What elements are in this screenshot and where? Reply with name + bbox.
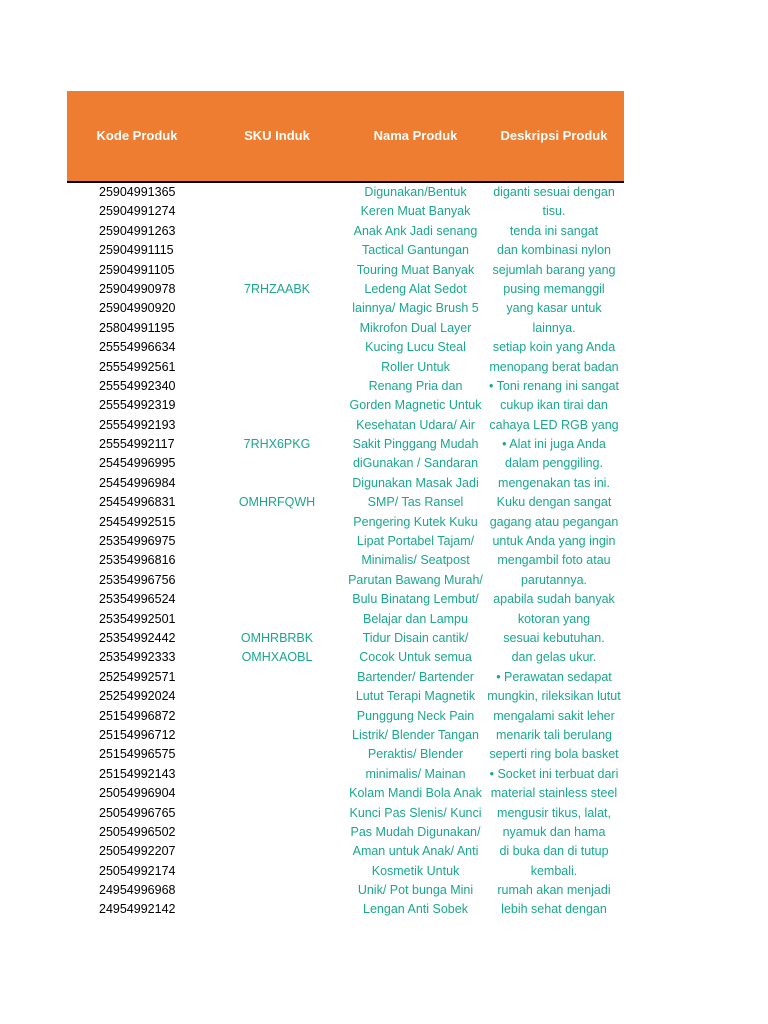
table-row[interactable]	[67, 726, 624, 745]
table-row[interactable]	[67, 707, 624, 726]
sku-induk-cell[interactable]	[207, 881, 347, 900]
nama-produk-cell[interactable]: Lengan Anti Sobek	[363, 902, 468, 917]
nama-produk-cell[interactable]: Renang Pria dan	[368, 378, 463, 393]
nama-produk-cell[interactable]: Peraktis/ Blender	[367, 747, 464, 762]
kode-produk-cell[interactable]: 25454996995	[99, 456, 176, 471]
table-row[interactable]	[67, 493, 624, 512]
sku-induk-cell[interactable]	[207, 299, 347, 318]
table-row[interactable]	[67, 299, 624, 318]
kode-produk-cell[interactable]: 25054992174	[99, 863, 176, 878]
kode-produk-cell[interactable]: 24954992142	[99, 902, 176, 917]
kode-produk-cell[interactable]: 25354996816	[99, 553, 176, 568]
nama-produk-cell[interactable]: Bartender/ Bartender	[357, 669, 474, 684]
table-row[interactable]	[67, 765, 624, 784]
deskripsi-produk-cell[interactable]: mengusir tikus, lalat,	[497, 805, 611, 820]
sku-induk-cell[interactable]	[207, 726, 347, 745]
deskripsi-produk-cell[interactable]: material stainless steel	[490, 786, 618, 801]
nama-produk-cell[interactable]: Ledeng Alat Sedot	[364, 281, 467, 296]
deskripsi-produk-cell[interactable]: rumah akan menjadi	[497, 883, 611, 898]
table-row[interactable]	[67, 454, 624, 473]
nama-produk-cell[interactable]: Lipat Portabel Tajam/	[356, 534, 475, 549]
deskripsi-produk-cell[interactable]: setiap koin yang Anda	[492, 340, 616, 355]
nama-produk-cell[interactable]: Kunci Pas Slenis/ Kunci	[349, 805, 482, 820]
deskripsi-produk-cell[interactable]: dan kombinasi nylon	[497, 243, 611, 258]
deskripsi-produk-cell[interactable]: cukup ikan tirai dan	[500, 398, 608, 413]
table-row[interactable]	[67, 745, 624, 764]
kode-produk-cell[interactable]: 25454992515	[99, 514, 176, 529]
table-row[interactable]	[67, 202, 624, 221]
kode-produk-cell[interactable]: 25054996765	[99, 805, 176, 820]
kode-produk-cell[interactable]: 25904990978	[99, 281, 176, 296]
kode-produk-cell[interactable]: 25904991365	[99, 185, 176, 199]
kode-produk-cell[interactable]: 25904990920	[99, 301, 176, 316]
deskripsi-produk-cell[interactable]: nyamuk dan hama	[502, 824, 606, 839]
table-row[interactable]	[67, 900, 624, 919]
nama-produk-cell[interactable]: Mikrofon Dual Layer	[359, 320, 472, 335]
sku-induk-cell[interactable]	[207, 862, 347, 881]
table-row[interactable]	[67, 551, 624, 570]
nama-produk-cell[interactable]: Sakit Pinggang Mudah	[352, 437, 479, 452]
table-row[interactable]	[67, 668, 624, 687]
sku-induk-cell[interactable]	[207, 784, 347, 803]
deskripsi-produk-cell[interactable]: sesuai kebutuhan.	[503, 630, 605, 645]
nama-produk-cell[interactable]: Roller Untuk	[381, 359, 450, 374]
sku-induk-cell[interactable]	[207, 261, 347, 280]
kode-produk-cell[interactable]: 25354992442	[99, 630, 176, 645]
nama-produk-cell[interactable]: lainnya/ Magic Brush 5	[352, 301, 479, 316]
kode-produk-cell[interactable]: 25354996975	[99, 534, 176, 549]
deskripsi-produk-cell[interactable]: dalam penggiling.	[505, 456, 603, 471]
sku-induk-cell[interactable]	[207, 823, 347, 842]
kode-produk-cell[interactable]: 25454996984	[99, 475, 176, 490]
kode-produk-cell[interactable]: 25554996634	[99, 340, 176, 355]
table-row[interactable]	[67, 532, 624, 551]
nama-produk-cell[interactable]: Cocok Untuk semua	[359, 650, 472, 665]
table-row[interactable]	[67, 804, 624, 823]
sku-induk-cell[interactable]	[207, 745, 347, 764]
sku-induk-cell[interactable]	[207, 804, 347, 823]
deskripsi-produk-cell[interactable]: dan gelas ukur.	[511, 650, 597, 665]
sku-induk-cell[interactable]	[207, 551, 347, 570]
deskripsi-produk-cell[interactable]: lainnya.	[532, 320, 576, 335]
table-row[interactable]	[67, 823, 624, 842]
column-header-deskripsi-produk[interactable]: Deskripsi Produk	[500, 128, 608, 143]
sku-induk-cell[interactable]: OMHRBRBK	[240, 630, 314, 645]
table-row[interactable]	[67, 648, 624, 667]
deskripsi-produk-cell[interactable]: cahaya LED RGB yang	[489, 417, 619, 432]
sku-induk-cell[interactable]	[207, 668, 347, 687]
table-row[interactable]	[67, 396, 624, 415]
nama-produk-cell[interactable]: Digunakan/Bentuk	[364, 185, 467, 199]
sku-induk-cell[interactable]	[207, 474, 347, 493]
table-row[interactable]	[67, 590, 624, 609]
table-row[interactable]	[67, 784, 624, 803]
deskripsi-produk-cell[interactable]: parutannya.	[520, 572, 588, 587]
header-row	[67, 91, 624, 183]
sku-induk-cell[interactable]	[207, 319, 347, 338]
kode-produk-cell[interactable]: 25054996904	[99, 786, 176, 801]
kode-produk-cell[interactable]: 25154992143	[99, 766, 176, 781]
nama-produk-cell[interactable]: Punggung Neck Pain	[356, 708, 475, 723]
sku-induk-cell[interactable]	[207, 241, 347, 260]
table-row[interactable]	[67, 261, 624, 280]
sku-induk-cell[interactable]	[207, 765, 347, 784]
nama-produk-cell[interactable]: Tactical Gantungan	[361, 243, 469, 258]
table-row[interactable]	[67, 571, 624, 590]
deskripsi-produk-cell[interactable]: mengenakan tas ini.	[498, 475, 610, 490]
nama-produk-cell[interactable]: Unik/ Pot bunga Mini	[357, 883, 474, 898]
table-body	[67, 183, 624, 920]
nama-produk-cell[interactable]: Kesehatan Udara/ Air	[356, 417, 475, 432]
kode-produk-cell[interactable]: 25554992561	[99, 359, 176, 374]
deskripsi-produk-cell[interactable]: menopang berat badan	[489, 359, 619, 374]
nama-produk-cell[interactable]: Touring Muat Banyak	[356, 262, 475, 277]
deskripsi-produk-cell[interactable]: tisu.	[542, 204, 566, 219]
table-row[interactable]	[67, 241, 624, 260]
deskripsi-produk-cell[interactable]: untuk Anda yang ingin	[492, 534, 616, 549]
table-row[interactable]	[67, 474, 624, 493]
deskripsi-produk-cell[interactable]: • Toni renang ini sangat	[489, 378, 619, 393]
kode-produk-cell[interactable]: 24954996968	[99, 883, 176, 898]
deskripsi-produk-cell[interactable]: apabila sudah banyak	[493, 592, 615, 607]
nama-produk-cell[interactable]: Belajar dan Lampu	[363, 611, 468, 626]
nama-produk-cell[interactable]: Keren Muat Banyak	[360, 204, 471, 219]
sku-induk-cell[interactable]	[207, 222, 347, 241]
kode-produk-cell[interactable]: 25254992571	[99, 669, 176, 684]
sku-induk-cell[interactable]: 7RHZAABK	[244, 281, 310, 296]
deskripsi-produk-cell[interactable]: • Alat ini juga Anda	[502, 437, 606, 452]
nama-produk-cell[interactable]: Kosmetik Untuk	[371, 863, 460, 878]
table-row[interactable]	[67, 416, 624, 435]
kode-produk-cell[interactable]: 25554992117	[99, 437, 175, 452]
sku-induk-cell[interactable]	[207, 377, 347, 396]
sku-induk-cell[interactable]	[207, 590, 347, 609]
column-header-kode-produk[interactable]: Kode Produk	[96, 128, 178, 143]
table-row[interactable]	[67, 629, 624, 648]
sku-induk-cell[interactable]	[207, 687, 347, 706]
nama-produk-cell[interactable]: Tidur Disain cantik/	[362, 630, 469, 645]
table-row[interactable]	[67, 358, 624, 377]
sku-induk-cell[interactable]	[207, 707, 347, 726]
deskripsi-produk-cell[interactable]: mengalami sakit leher	[493, 708, 615, 723]
kode-produk-cell[interactable]: 25554992319	[99, 398, 176, 413]
sku-induk-cell[interactable]: OMHXAOBL	[241, 650, 313, 665]
sku-induk-cell[interactable]	[207, 454, 347, 473]
kode-produk-cell[interactable]: 25054992207	[99, 844, 176, 859]
nama-produk-cell[interactable]: minimalis/ Mainan	[365, 766, 466, 781]
sku-induk-cell[interactable]	[207, 532, 347, 551]
sku-induk-cell[interactable]	[207, 571, 347, 590]
kode-produk-cell[interactable]: 25354996524	[99, 592, 176, 607]
deskripsi-produk-cell[interactable]: sejumlah barang yang	[492, 262, 616, 277]
kode-produk-cell[interactable]: 25254992024	[99, 689, 176, 704]
column-header-sku-induk[interactable]: SKU Induk	[244, 128, 310, 143]
sku-induk-cell[interactable]	[207, 202, 347, 221]
kode-produk-cell[interactable]: 25904991115	[99, 243, 174, 258]
nama-produk-cell[interactable]: Aman untuk Anak/ Anti	[352, 844, 479, 859]
sku-induk-cell[interactable]	[207, 396, 347, 415]
nama-produk-cell[interactable]: Pas Mudah Digunakan/	[350, 824, 481, 839]
sku-induk-cell[interactable]	[207, 513, 347, 532]
deskripsi-produk-cell[interactable]: diganti sesuai dengan	[493, 185, 615, 199]
table-row[interactable]	[67, 513, 624, 532]
kode-produk-cell[interactable]: 25154996872	[99, 708, 176, 723]
kode-produk-cell[interactable]: 25554992340	[99, 378, 176, 393]
kode-produk-cell[interactable]: 25904991274	[99, 204, 176, 219]
deskripsi-produk-cell[interactable]: menarik tali berulang	[495, 727, 613, 742]
kode-produk-cell[interactable]: 25554992193	[99, 417, 176, 432]
deskripsi-produk-cell[interactable]: kembali.	[530, 863, 578, 878]
nama-produk-cell[interactable]: Kucing Lucu Steal	[365, 340, 466, 355]
kode-produk-cell[interactable]: 25354992333	[99, 650, 176, 665]
deskripsi-produk-cell[interactable]: seperti ring bola basket	[489, 747, 619, 762]
table-row[interactable]	[67, 377, 624, 396]
nama-produk-cell[interactable]: Lutut Terapi Magnetik	[355, 689, 476, 704]
deskripsi-produk-cell[interactable]: mengambil foto atau	[497, 553, 611, 568]
table-row[interactable]	[67, 222, 624, 241]
nama-produk-cell[interactable]: Digunakan Masak Jadi	[352, 475, 479, 490]
sku-induk-cell[interactable]	[207, 416, 347, 435]
kode-produk-cell[interactable]: 25054996502	[99, 824, 176, 839]
kode-produk-cell[interactable]: 25154996712	[99, 727, 176, 742]
kode-produk-cell[interactable]: 25454996831	[99, 495, 176, 510]
sku-induk-cell[interactable]	[207, 842, 347, 861]
deskripsi-produk-cell[interactable]: tenda ini sangat	[509, 223, 599, 238]
table-row[interactable]	[67, 687, 624, 706]
table-row[interactable]	[67, 881, 624, 900]
nama-produk-cell[interactable]: Gorden Magnetic Untuk	[349, 398, 482, 413]
kode-produk-cell[interactable]: 25154996575	[99, 747, 176, 762]
sku-induk-cell[interactable]	[207, 338, 347, 357]
table-row[interactable]	[67, 183, 624, 202]
kode-produk-cell[interactable]: 25904991105	[99, 262, 175, 277]
table-row[interactable]	[67, 610, 624, 629]
table-row[interactable]	[67, 280, 624, 299]
table-row[interactable]	[67, 862, 624, 881]
nama-produk-cell[interactable]: Kolam Mandi Bola Anak	[349, 786, 482, 801]
deskripsi-produk-cell[interactable]: pusing memanggil	[503, 281, 605, 296]
nama-produk-cell[interactable]: SMP/ Tas Ransel	[367, 495, 464, 510]
sku-induk-cell[interactable]: 7RHX6PKG	[243, 437, 311, 452]
table-row[interactable]	[67, 435, 624, 454]
nama-produk-cell[interactable]: diGunakan / Sandaran	[352, 456, 479, 471]
kode-produk-cell[interactable]: 25804991195	[99, 320, 175, 335]
sku-induk-cell[interactable]: OMHRFQWH	[238, 495, 316, 510]
spreadsheet	[67, 91, 624, 917]
deskripsi-produk-cell[interactable]: • Socket ini terbuat dari	[489, 766, 619, 781]
nama-produk-cell[interactable]: Minimalis/ Seatpost	[361, 553, 470, 568]
deskripsi-produk-cell[interactable]: gagang atau pegangan	[489, 514, 619, 529]
deskripsi-produk-cell[interactable]: mungkin, rileksikan lutut	[487, 689, 621, 704]
table-row[interactable]	[67, 842, 624, 861]
deskripsi-produk-cell[interactable]: Kuku dengan sangat	[496, 495, 612, 510]
table-row[interactable]	[67, 319, 624, 338]
sku-induk-cell[interactable]	[207, 183, 347, 202]
deskripsi-produk-cell[interactable]: • Perawatan sedapat	[496, 669, 612, 684]
deskripsi-produk-cell[interactable]: kotoran yang	[517, 611, 591, 626]
deskripsi-produk-cell[interactable]: lebih sehat dengan	[501, 902, 607, 917]
sku-induk-cell[interactable]	[207, 900, 347, 919]
kode-produk-cell[interactable]: 25354996756	[99, 572, 176, 587]
nama-produk-cell[interactable]: Bulu Binatang Lembut/	[352, 592, 479, 607]
sku-induk-cell[interactable]	[207, 358, 347, 377]
sku-induk-cell[interactable]	[207, 610, 347, 629]
deskripsi-produk-cell[interactable]: di buka dan di tutup	[499, 844, 609, 859]
deskripsi-produk-cell[interactable]: yang kasar untuk	[506, 301, 602, 316]
kode-produk-cell[interactable]: 25904991263	[99, 223, 176, 238]
nama-produk-cell[interactable]: Parutan Bawang Murah/	[348, 572, 483, 587]
column-header-nama-produk[interactable]: Nama Produk	[373, 128, 458, 143]
table-row[interactable]	[67, 338, 624, 357]
nama-produk-cell[interactable]: Pengering Kutek Kuku	[353, 514, 478, 529]
nama-produk-cell[interactable]: Anak Ank Jadi senang	[353, 223, 478, 238]
kode-produk-cell[interactable]: 25354992501	[99, 611, 176, 626]
nama-produk-cell[interactable]: Listrik/ Blender Tangan	[352, 727, 479, 742]
